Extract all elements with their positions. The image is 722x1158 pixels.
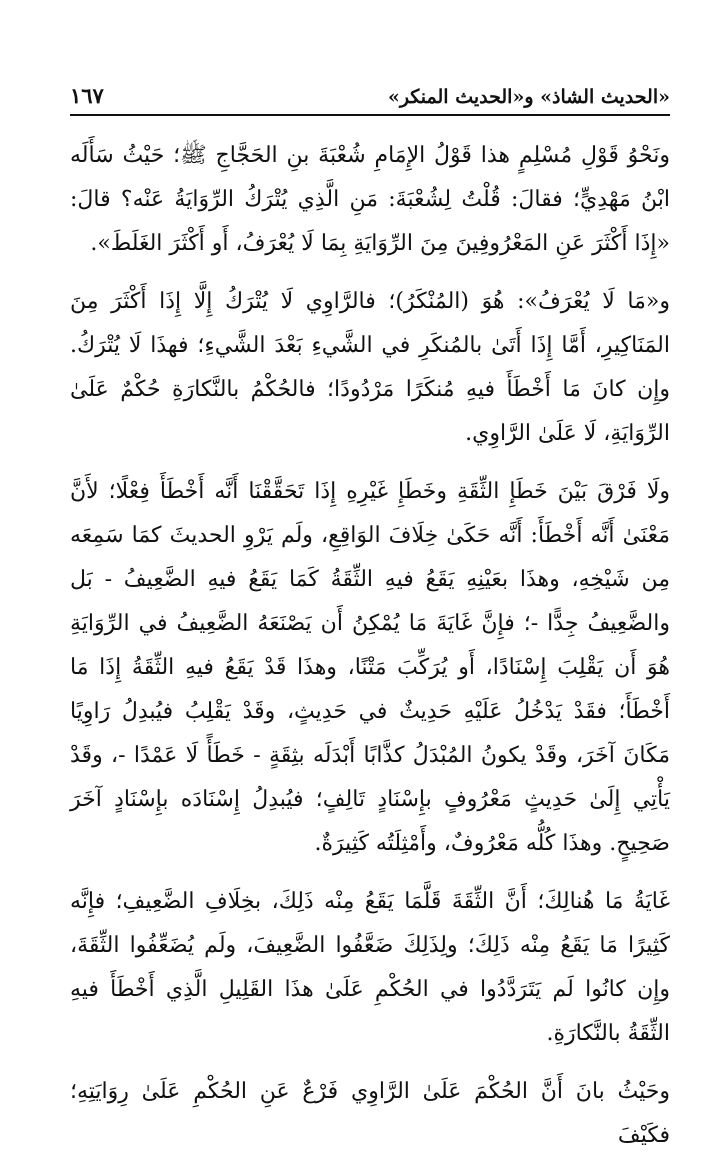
page-number: ١٦٧ [70, 83, 104, 108]
page-header [70, 70, 670, 116]
paragraph: و«مَا لَا يُعْرَفُ»: هُوَ (المُنْكَرُ)؛ فالرَّاوِي لَا يُتْرَكُ إِلَّا إِذَا أَكْثَرَ مِنَ المَنَاكِيرِ، أَمَّا إِذَا أَتَىٰ بالمُنكَرِ في الشَّيءِ بَعْدَ الشَّيءِ؛ فهذَا لَا يُتْرَكُ. وإِن كانَ مَا أَخْطَأَ فيهِ مُنكَرًا مَرْدُودًا؛ فالحُكْمُ بالنَّكارَةِ حُكْمٌ عَلَىٰ الرِّوَايَةِ، لَا عَلَىٰ الرَّاوِي. [70, 289, 670, 446]
paragraph: غَايَةُ مَا هُنالِكَ؛ أَنَّ الثِّقَةَ قَلَّمَا يَقَعُ مِنْه ذَلِكَ، بخِلَافِ الضَّعِيفِ؛ فإِنَّه كَثِيرًا مَا يَقَعُ مِنْه ذَلِكَ؛ ولِذَلِكَ ضَعَّفُوا الضَّعِيفَ، ولَم يُضَعِّفُوا الثِّقَةَ، وإِن كانُوا لَم يَتَرَدَّدُوا في الحُكْمِ عَلَىٰ هذَا القَلِيلِ الَّذِي أَخْطَأَ فيهِ الثِّقَةُ بالنَّكارَةِ. [70, 889, 670, 1046]
running-head: «الحديث الشاذ» و«الحديث المنكر» [387, 86, 670, 108]
paragraph: ونَحْوُ قَوْلِ مُسْلِمٍ هذا قَوْلُ الإِمَامِ شُعْبَةَ بنِ الحَجَّاجِ ﷺ؛ حَيْثُ سَأَلَه ابْنُ مَهْدِيٍّ؛ فقالَ: قُلْتُ لِشُعْبَةَ: مَنِ الَّذِي يُتْرَكُ الرِّوَايَةُ عَنْه؟ قالَ: «إِذَا أَكْثَرَ عَنِ المَعْرُوفِينَ مِنَ الرِّوَايَةِ بِمَا لَا يُعْرَفُ، أَو أَكْثَرَ الغَلَطَ». [70, 143, 670, 256]
book-page [70, 70, 671, 1148]
body-text [70, 134, 670, 1158]
paragraph: ولَا فَرْقَ بَيْنَ خَطَإِ الثِّقَةِ وخَطَإِ غَيْرِهِ إِذَا تَحَقَّقْنَا أَنَّه أَخْطَأَ فِعْلًا؛ لأَنَّ مَعْنَىٰ أَنَّه أَخْطَأَ: أَنَّه حَكَىٰ خِلَافَ الوَاقِعِ، ولَم يَرْوِ الحديثَ كمَا سَمِعَه مِن شَيْخِهِ، وهذَا بعَيْنِهِ يَقَعُ فيهِ الثِّقَةُ كَمَا يَقَعُ فيهِ الضَّعِيفُ - بَل والضَّعِيفُ جِدًّا -؛ فإِنَّ غَايَةَ مَا يُمْكِنُ أَن يَصْنَعَهُ الضَّعِيفُ في الرِّوَايَةِ هُوَ أَن يَقْلِبَ إِسْنَادًا، أَو يُرَكِّبَ مَتْنًا، وهذَا قَدْ يَقَعُ فيهِ الثِّقَةُ إِذَا مَا أَخْطَأَ؛ فقَدْ يَدْخُلُ عَلَيْهِ حَدِيثٌ في حَدِيثٍ، وقَدْ يَقْلِبُ فيُبدِلُ رَاوِيًا مَكَانَ آخَرَ، وقَدْ يكونُ المُبْدَلُ كذَّابًا أَبْدَلَه بثِقَةٍ - خَطَأً لَا عَمْدًا -، وقَدْ يَأْتِي إِلَىٰ حَدِيثٍ مَعْرُوفٍ بإِسْنَادٍ تَالِفٍ؛ فيُبدِلُ إِسْنَادَه بإِسْنَادٍ آخَرَ صَحِيحٍ. وهذَا كُلُّه مَعْرُوفٌ، وأَمْثِلَتُه كَثِيرَةٌ. [70, 479, 671, 856]
paragraph: وحَيْثُ بانَ أَنَّ الحُكْمَ عَلَىٰ الرَّاوِي فَرْعٌ عَنِ الحُكْمِ عَلَىٰ رِوَايَتِهِ؛ فكَيْفَ [70, 1079, 670, 1148]
